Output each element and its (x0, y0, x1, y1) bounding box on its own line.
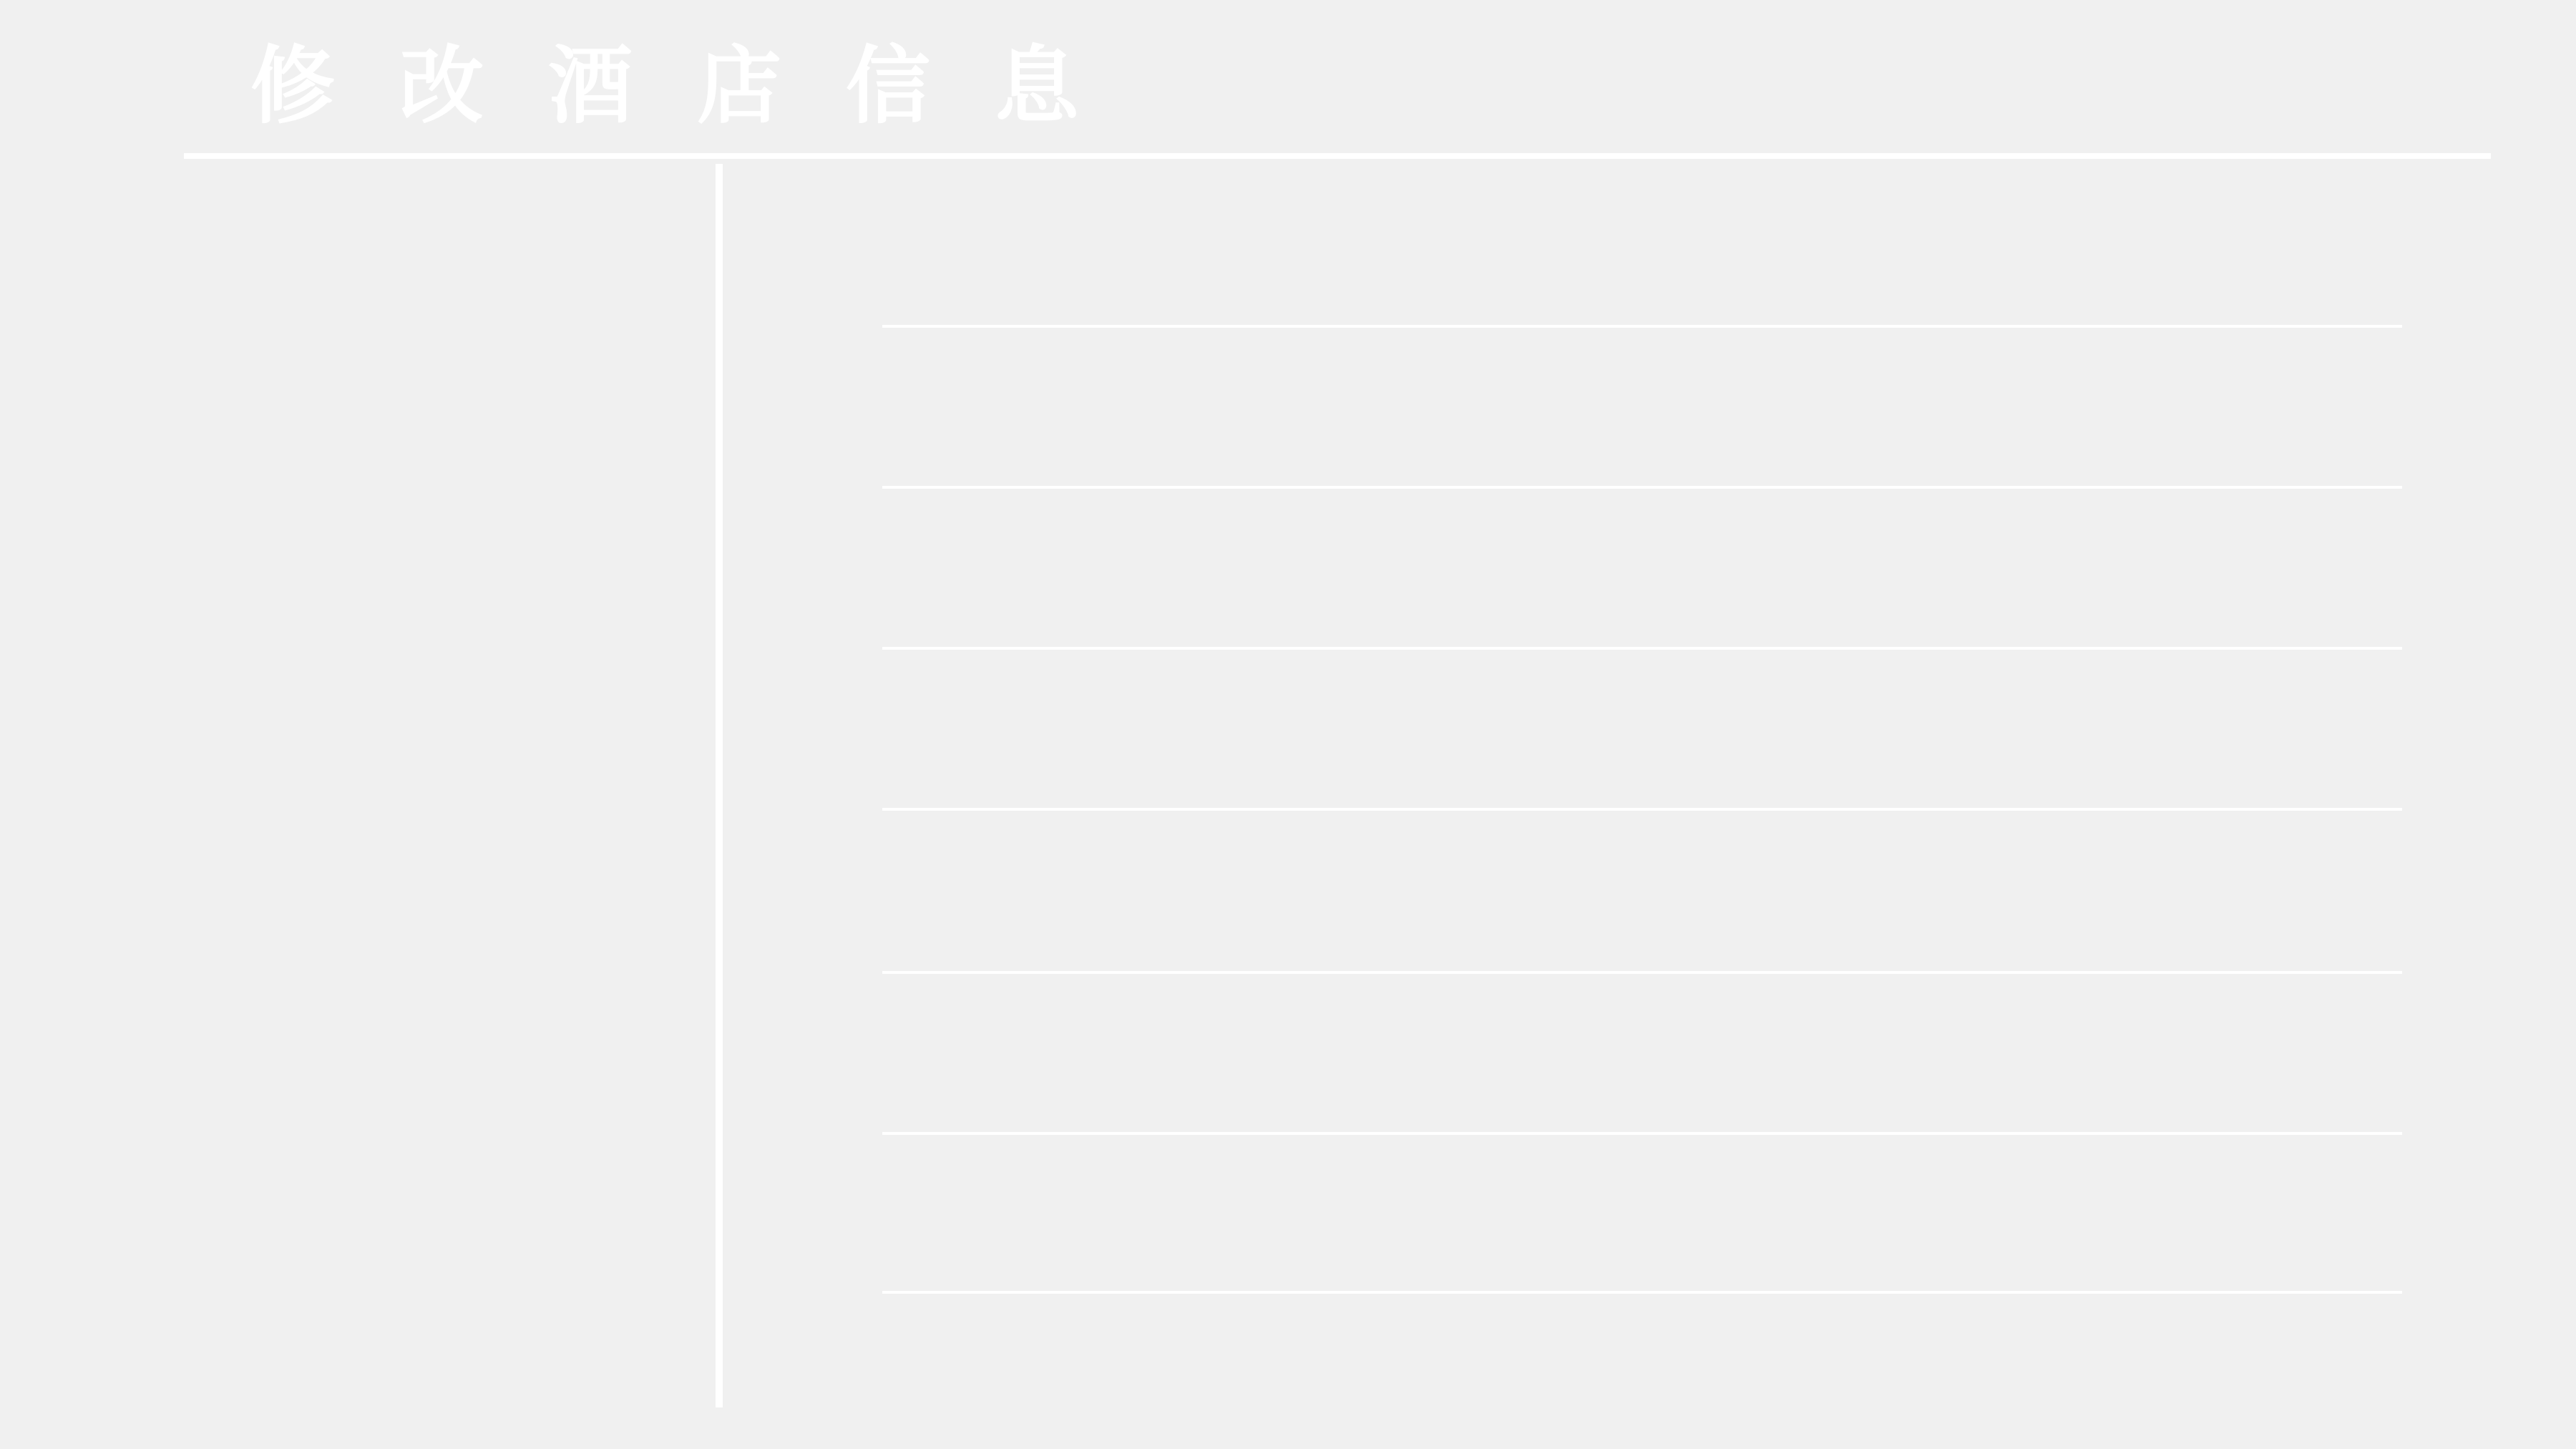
form-field-line-5[interactable] (882, 971, 2402, 974)
form-field-line-1[interactable] (882, 325, 2402, 328)
form-field-line-3[interactable] (882, 647, 2402, 650)
form-field-line-7[interactable] (882, 1291, 2402, 1294)
form-field-line-4[interactable] (882, 808, 2402, 811)
form-field-line-6[interactable] (882, 1132, 2402, 1135)
page-title: 修改酒店信息 (250, 36, 1144, 135)
form-field-line-2[interactable] (882, 486, 2402, 489)
